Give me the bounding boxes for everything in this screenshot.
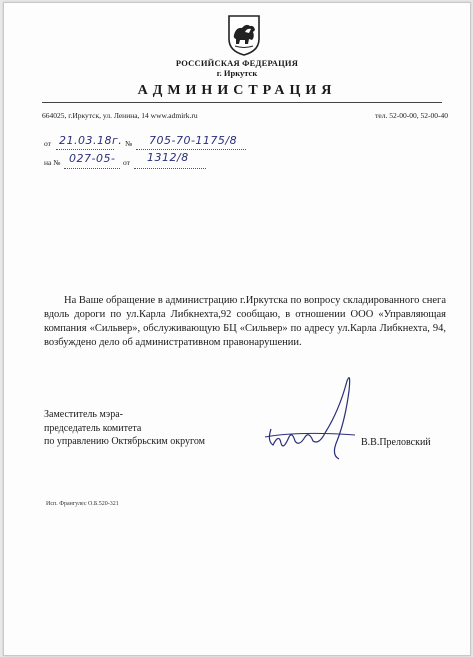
letter-page bbox=[3, 2, 471, 656]
city-heading: г. Иркутск bbox=[216, 68, 258, 78]
ref-number: 027-05- bbox=[69, 152, 116, 165]
phone-line: тел. 52-00-00, 52-00-40 bbox=[375, 111, 448, 120]
letter-body bbox=[44, 294, 446, 350]
ref-label: на № bbox=[44, 158, 61, 167]
page-title: АДМИНИСТРАЦИЯ bbox=[137, 83, 337, 98]
ref-date: 1312/8 bbox=[147, 151, 189, 164]
letter-number: 705-70-1175/8 bbox=[149, 134, 238, 147]
address-line: 664025, г.Иркутск, ул. Ленина, 14 www.admirk.ru bbox=[42, 111, 198, 120]
city-coat-of-arms-icon bbox=[226, 13, 262, 57]
executor-note: Исп. Франгулес О.Б.520-321 bbox=[46, 501, 119, 507]
ref-underline bbox=[64, 168, 120, 169]
handwritten-signature bbox=[259, 371, 369, 471]
position-line-3: по управлению Октябрьским округом bbox=[44, 436, 205, 447]
country-heading: РОССИЙСКАЯ ФЕДЕРАЦИЯ bbox=[175, 58, 299, 68]
header-divider bbox=[42, 102, 442, 103]
position-line-1: Заместитель мэра- bbox=[44, 409, 123, 420]
from-label: от bbox=[44, 139, 51, 148]
letter-date: 21.03.18г. bbox=[59, 134, 123, 147]
signatory-name: В.В.Преловский bbox=[361, 437, 431, 448]
number-label: № bbox=[125, 139, 133, 148]
body-paragraph: На Ваше обращение в администрацию г.Иркутска по вопросу складированного снега вдоль дороги по ул.Карла Либкнехта,92 сообщаю, в отношении ООО «Управляющая компания «Сильвер», обслуживающую БЦ «Сильвер» по адресу ул.Карла Либкнехта, 94, возбуждено дело об административном правонарушении. bbox=[44, 295, 446, 348]
number-underline bbox=[136, 149, 246, 150]
signatory-position bbox=[44, 408, 205, 449]
position-line-2: председатель комитета bbox=[44, 422, 142, 434]
ref-date-underline bbox=[134, 168, 206, 169]
date-underline bbox=[56, 149, 114, 150]
ref-from-label: от bbox=[123, 158, 130, 167]
